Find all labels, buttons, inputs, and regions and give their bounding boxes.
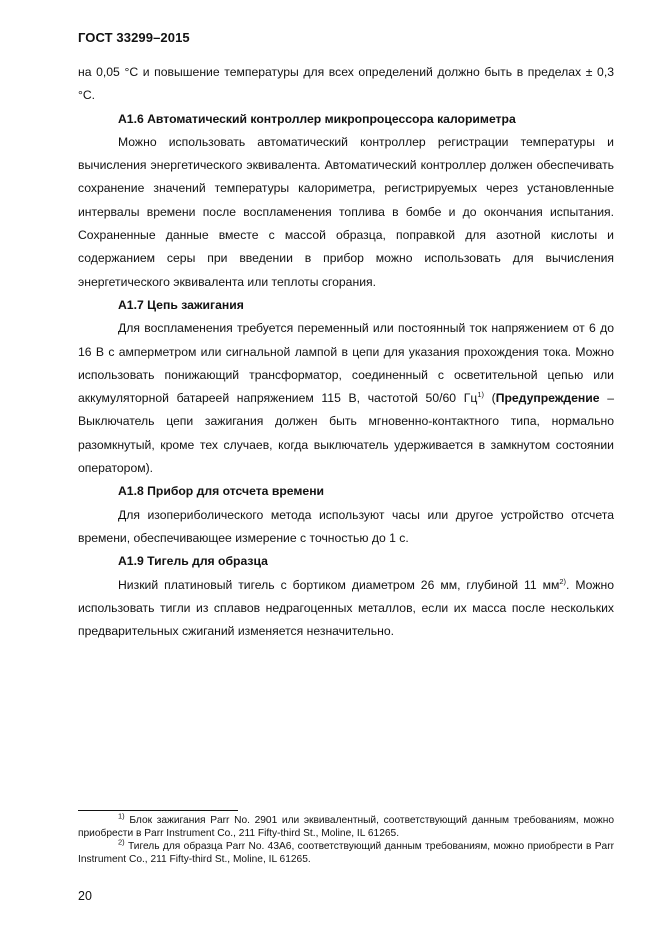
section-heading-a1-7: А1.7 Цепь зажигания — [118, 297, 244, 312]
footnote-2 — [78, 837, 614, 866]
paragraph-a1-9-text-2: . Можно использовать тигли из сплавов недрагоценных металлов, если их масса после нескольких предварительных сжиганий изменяется незначительно. — [78, 577, 614, 639]
document-body — [78, 61, 614, 643]
paragraph-continuation: на 0,05 °С и повышение температуры для всех определений должно быть в пределах ± 0,3 °С. — [78, 65, 614, 103]
footnote-2-text: Тигель для образца Parr No. 43A6, соответствующий данным требованиям, можно приобрести в Parr Instrument Co., 211 Fifty-third St., Moline, IL 61265. — [78, 841, 614, 865]
page-number: 20 — [78, 889, 92, 903]
paragraph-a1-7-text-1: Для воспламенения требуется переменный или постоянный ток напряжением от 6 до 16 В с амперметром или сигнальной лампой в цепи для указания прохождения тока. Можно использовать понижающий трансформатор, соединенный с осветительной цепью или аккумуляторной батареей напряжением 115 В, частотой 50/60 Гц — [78, 321, 614, 406]
footnote-divider — [78, 810, 238, 811]
footnotes — [78, 811, 614, 866]
section-heading-a1-9: А1.9 Тигель для образца — [118, 554, 268, 569]
footnote-1-mark: 1) — [118, 811, 125, 821]
footnote-1 — [78, 811, 614, 840]
section-heading-a1-6: А1.6 Автоматический контроллер микропроцессора калориметра — [118, 111, 516, 126]
paragraph-a1-9 — [78, 574, 614, 644]
warning-label: Предупреждение — [495, 391, 600, 406]
paragraph-a1-9-text-1: Низкий платиновый тигель с бортиком диаметром 26 мм, глубиной 11 мм — [118, 577, 560, 592]
paragraph-a1-8: Для изопериболического метода используют часы или другое устройство отсчета времени, обеспечивающее измерение с точностью до 1 с. — [78, 507, 614, 545]
footnote-2-mark: 2) — [118, 837, 125, 847]
paragraph-a1-7-text-2: ( — [483, 391, 496, 406]
document-header: ГОСТ 33299–2015 — [78, 30, 190, 45]
footnote-1-text: Блок зажигания Parr No. 2901 или эквивалентный, соответствующий данным требованиям, можно приобрести в Parr Instrument Co., 211 Fifty-third St., Moline, IL 61265. — [78, 815, 614, 839]
paragraph-a1-6: Можно использовать автоматический контроллер регистрации температуры и вычисления энергетического эквивалента. Автоматический контроллер должен обеспечивать сохранение значений температуры калориметра, регистрируемых через установленные интервалы времени после воспламенения топлива в бомбе и до окончания испытания. Сохраненные данные вместе с массой образца, поправкой для азотной кислоты и содержанием серы при введении в прибор можно использовать для вычисления энергетического эквивалента или теплоты сгорания. — [78, 134, 614, 289]
section-heading-a1-8: А1.8 Прибор для отсчета времени — [118, 484, 325, 499]
footnote-ref-1: 1) — [477, 390, 484, 400]
paragraph-a1-7-text-3: – Выключатель цепи зажигания должен быть мгновенно-контактного типа, нормально разомкнутый, кроме тех случаев, когда выключатель удерживается в замкнутом состоянии оператором). — [78, 391, 614, 476]
paragraph-a1-7 — [78, 317, 614, 480]
footnote-ref-2: 2) — [559, 576, 567, 586]
